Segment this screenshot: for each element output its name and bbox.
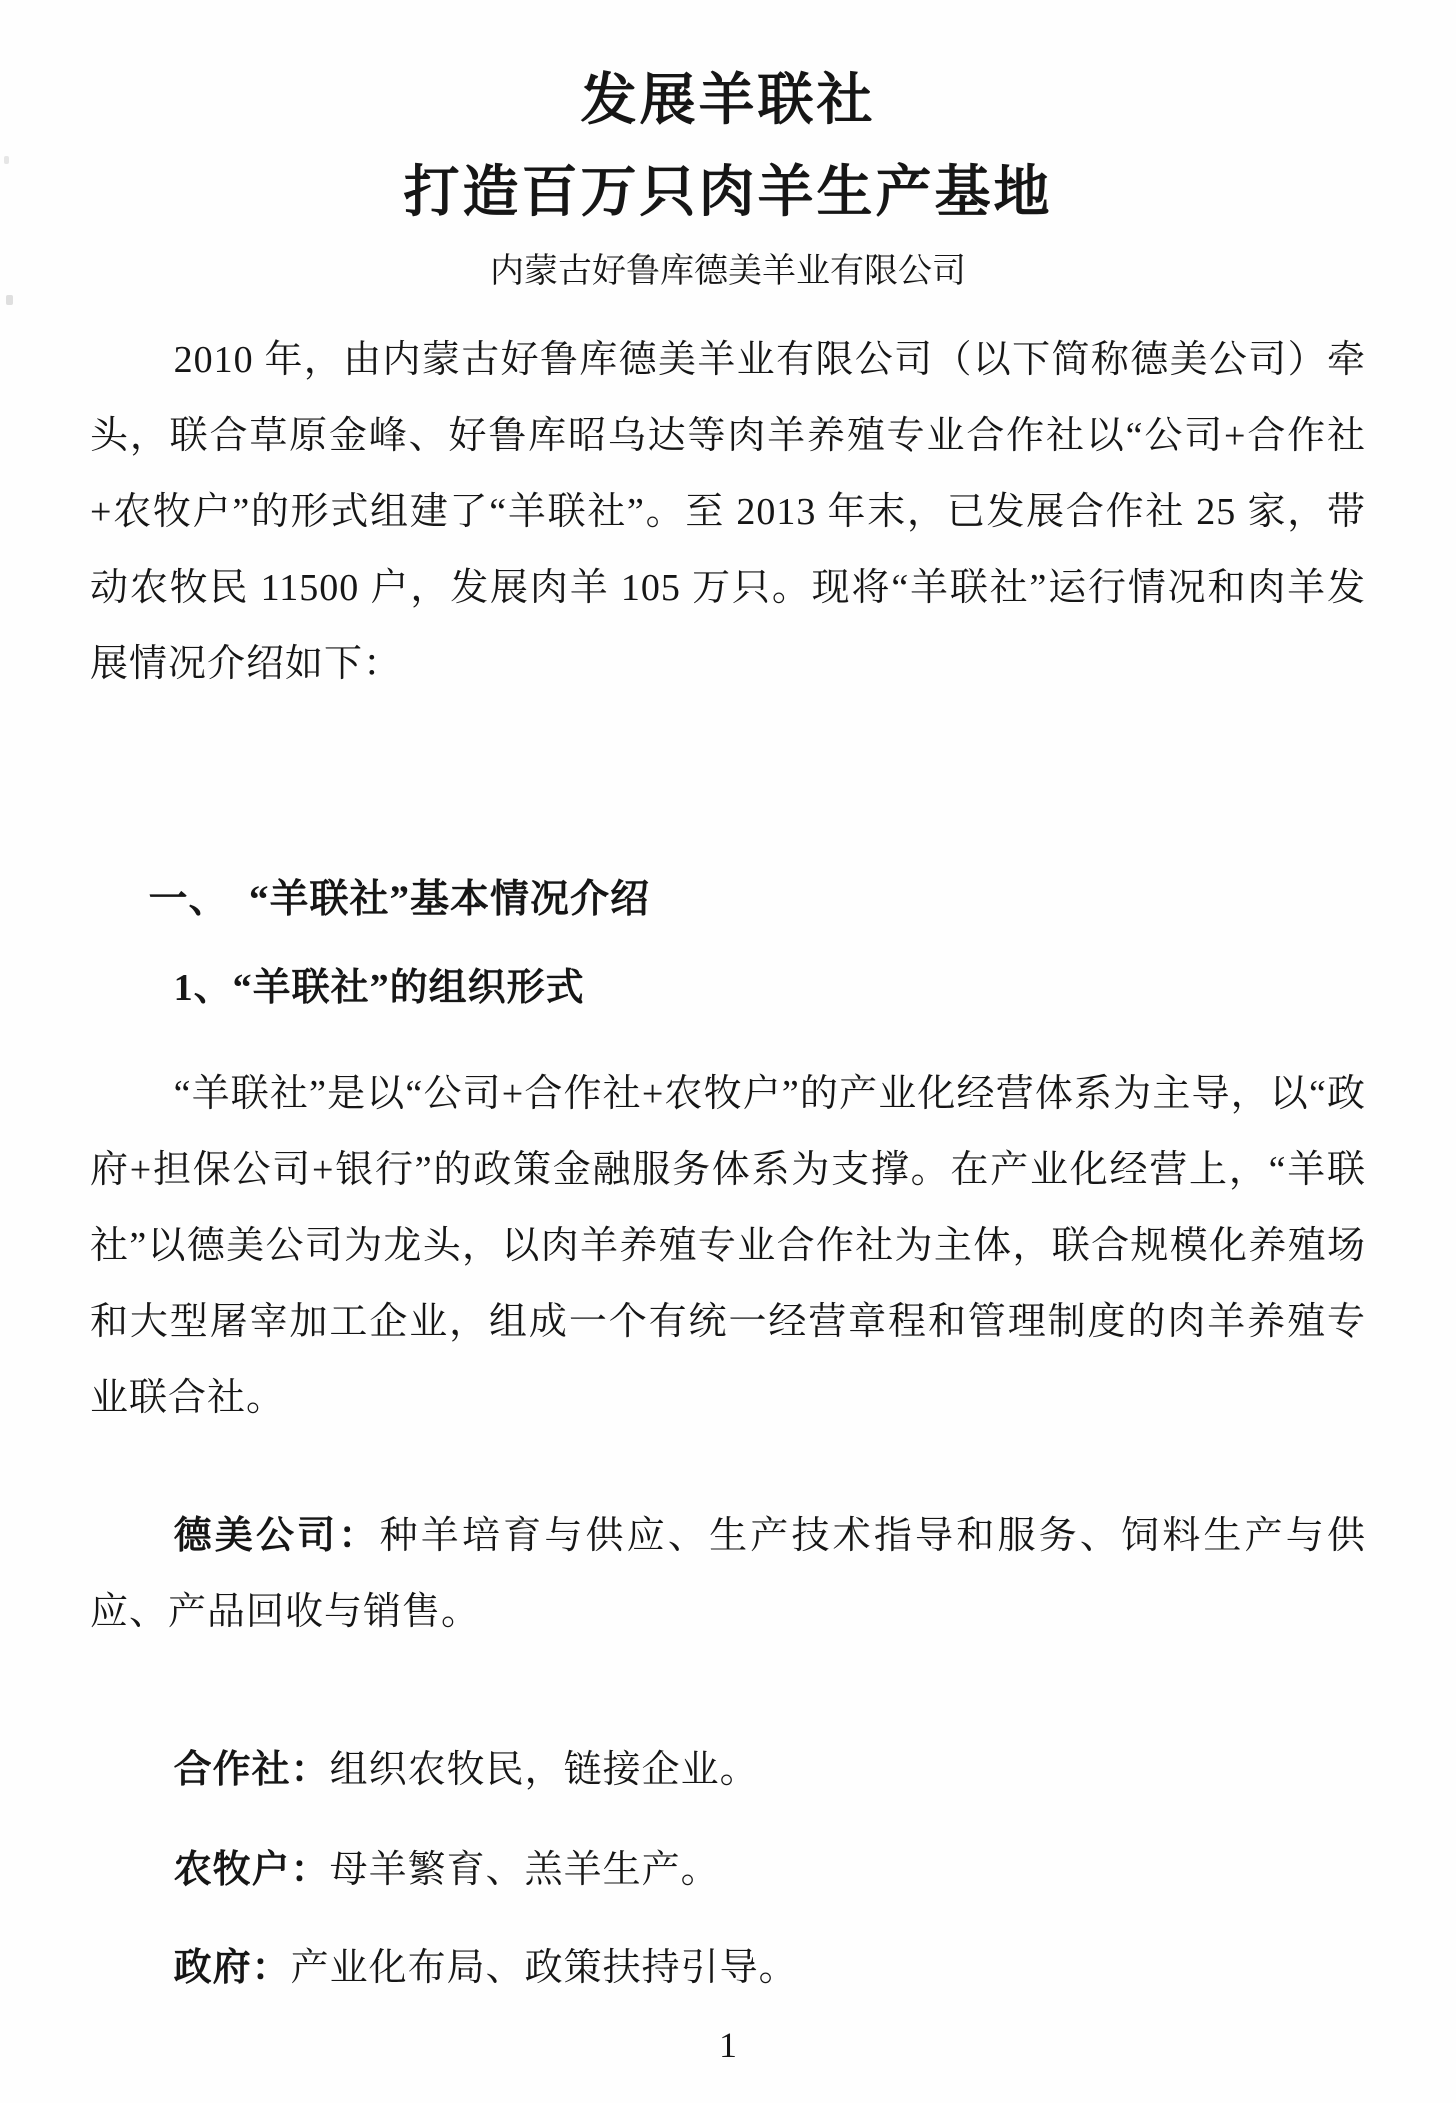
role-item-herdsmen bbox=[90, 1832, 1366, 1908]
scan-speck bbox=[4, 156, 9, 164]
role-item-text: 产业化布局、政策扶持引导。 bbox=[290, 1947, 798, 1989]
role-item-label: 德美公司： bbox=[173, 1515, 380, 1557]
section-heading: 一、 “羊联社”基本情况介绍 bbox=[148, 878, 651, 921]
page-number: 1 bbox=[719, 2025, 737, 2065]
role-item-text: 母羊繁育、羔羊生产。 bbox=[329, 1849, 720, 1891]
role-item-text: 组织农牧民，链接企业。 bbox=[329, 1749, 759, 1791]
document-subtitle: 内蒙古好鲁库德美羊业有限公司 bbox=[490, 253, 966, 290]
document-title-line2: 打造百万只肉羊生产基地 bbox=[403, 162, 1053, 224]
role-item-cooperative bbox=[90, 1732, 1366, 1808]
role-item-government bbox=[90, 1930, 1366, 2006]
scan-speck bbox=[6, 295, 13, 305]
role-item-label: 农牧户： bbox=[173, 1849, 330, 1891]
document-title-line1: 发展羊联社 bbox=[580, 70, 876, 132]
section-subheading: 1、“羊联社”的组织形式 bbox=[173, 967, 585, 1009]
role-item-text: 种羊培育与供应、生产技术指导和服务、饲料生产与供应、产品回收与销售。 bbox=[90, 1515, 1366, 1633]
role-item-demei bbox=[90, 1498, 1366, 1650]
section-body-paragraph: “羊联社”是以“公司+合作社+农牧户”的产业化经营体系为主导，以“政府+担保公司+银行”的政策金融服务体系为支撑。在产业化经营上，“羊联社”以德美公司为龙头，以肉羊养殖专业合作社为主体，联合规模化养殖场和大型屠宰加工企业，组成一个有统一经营章程和管理制度的肉羊养殖专业联合社。 bbox=[90, 1073, 1366, 1419]
role-item-label: 合作社： bbox=[173, 1749, 330, 1791]
role-item-label: 政府： bbox=[173, 1947, 291, 1989]
intro-paragraph: 2010 年，由内蒙古好鲁库德美羊业有限公司（以下简称德美公司）牵头，联合草原金峰、好鲁库昭乌达等肉羊养殖专业合作社以“公司+合作社+农牧户”的形式组建了“羊联社”。至 2013 年末，已发展合作社 25 家，带动农牧民 11500 户，发展肉羊 105 万只。现将“羊联社”运行情况和肉羊发展情况介绍如下： bbox=[90, 339, 1366, 685]
